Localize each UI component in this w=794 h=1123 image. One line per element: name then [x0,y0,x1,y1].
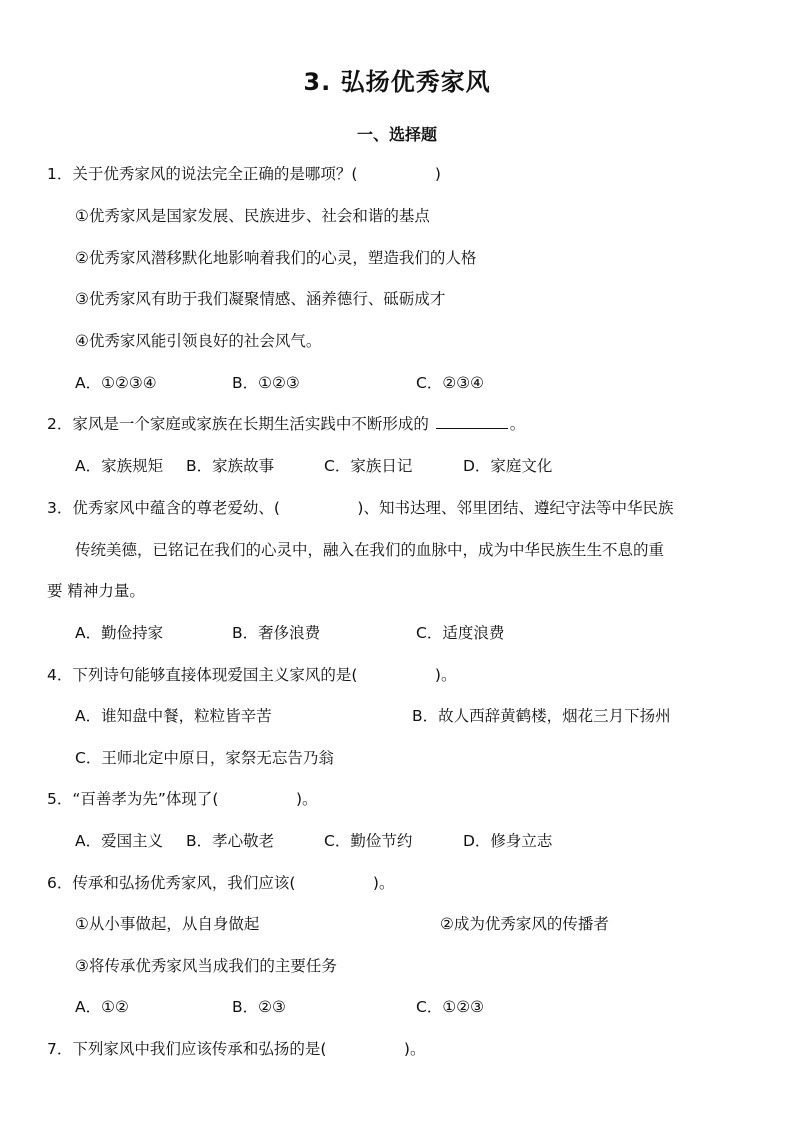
question-2-option-a: A．家族规矩 [75,457,164,475]
question-1-item-4: ④优秀家风能引领良好的社会风气。 [75,332,322,350]
question-1-stem: 1．关于优秀家风的说法完全正确的是哪项？( ) [47,165,441,183]
question-6-stem: 6．传承和弘扬优秀家风，我们应该( )。 [47,874,395,892]
question-4-option-b: B．故人西辞黄鹤楼，烟花三月下扬州 [412,707,671,725]
question-2-stem [47,413,525,435]
question-5-stem: 5．“百善孝为先”体现了( )。 [47,790,318,808]
question-1-option-c: C．②③④ [416,374,485,392]
question-6-option-b: B．②③ [232,998,286,1016]
question-5-option-c: C．勤俭节约 [324,832,413,850]
question-6-item-2: ②成为优秀家风的传播者 [440,915,609,933]
question-3-option-a: A．勤俭持家 [75,624,164,642]
page-title: 3. 弘扬优秀家风 [303,68,491,96]
question-5-option-d: D．修身立志 [463,832,553,850]
question-4-option-c: C．王师北定中原日，家祭无忘告乃翁 [75,749,334,767]
question-5-option-b: B．孝心敬老 [186,832,275,850]
question-2-stem-text: 2．家风是一个家庭或家族在长期生活实践中不断形成的 [47,415,434,433]
question-7-stem: 7．下列家风中我们应该传承和弘扬的是( )。 [47,1040,426,1058]
question-6-item-1: ①从小事做起，从自身做起 [75,915,260,933]
question-1-option-a: A．①②③④ [75,374,157,392]
question-4-option-a: A．谁知盘中餐，粒粒皆辛苦 [75,707,272,725]
question-1-option-b: B．①②③ [232,374,300,392]
answer-blank [436,414,508,429]
question-3-line-1: 3．优秀家风中蕴含的尊老爱幼、( )、知书达理、邻里团结、遵纪守法等中华民族 [47,499,674,517]
question-1-item-1: ①优秀家风是国家发展、民族进步、社会和谐的基点 [75,207,430,225]
question-3-option-c: C．适度浪费 [416,624,505,642]
question-6-option-a: A．①② [75,998,129,1016]
question-3-line-3: 要 精神力量。 [47,582,145,600]
question-2-option-b: B．家族故事 [186,457,275,475]
question-5-option-a: A．爱国主义 [75,832,164,850]
question-3-line-2: 传统美德，已铭记在我们的心灵中，融入在我们的血脉中，成为中华民族生生不息的重 [75,541,665,559]
question-1-item-2: ②优秀家风潜移默化地影响着我们的心灵，塑造我们的人格 [75,249,477,267]
question-2-stem-end: 。 [509,415,526,433]
question-4-stem: 4．下列诗句能够直接体现爱国主义家风的是( )。 [47,666,457,684]
question-2-option-d: D．家庭文化 [463,457,553,475]
question-1-item-3: ③优秀家风有助于我们凝聚情感、涵养德行、砥砺成才 [75,290,446,308]
question-3-option-b: B．奢侈浪费 [232,624,321,642]
question-2-option-c: C．家族日记 [324,457,413,475]
question-6-option-c: C．①②③ [416,998,485,1016]
section-heading: 一、选择题 [356,125,437,144]
question-6-item-3: ③将传承优秀家风当成我们的主要任务 [75,957,337,975]
